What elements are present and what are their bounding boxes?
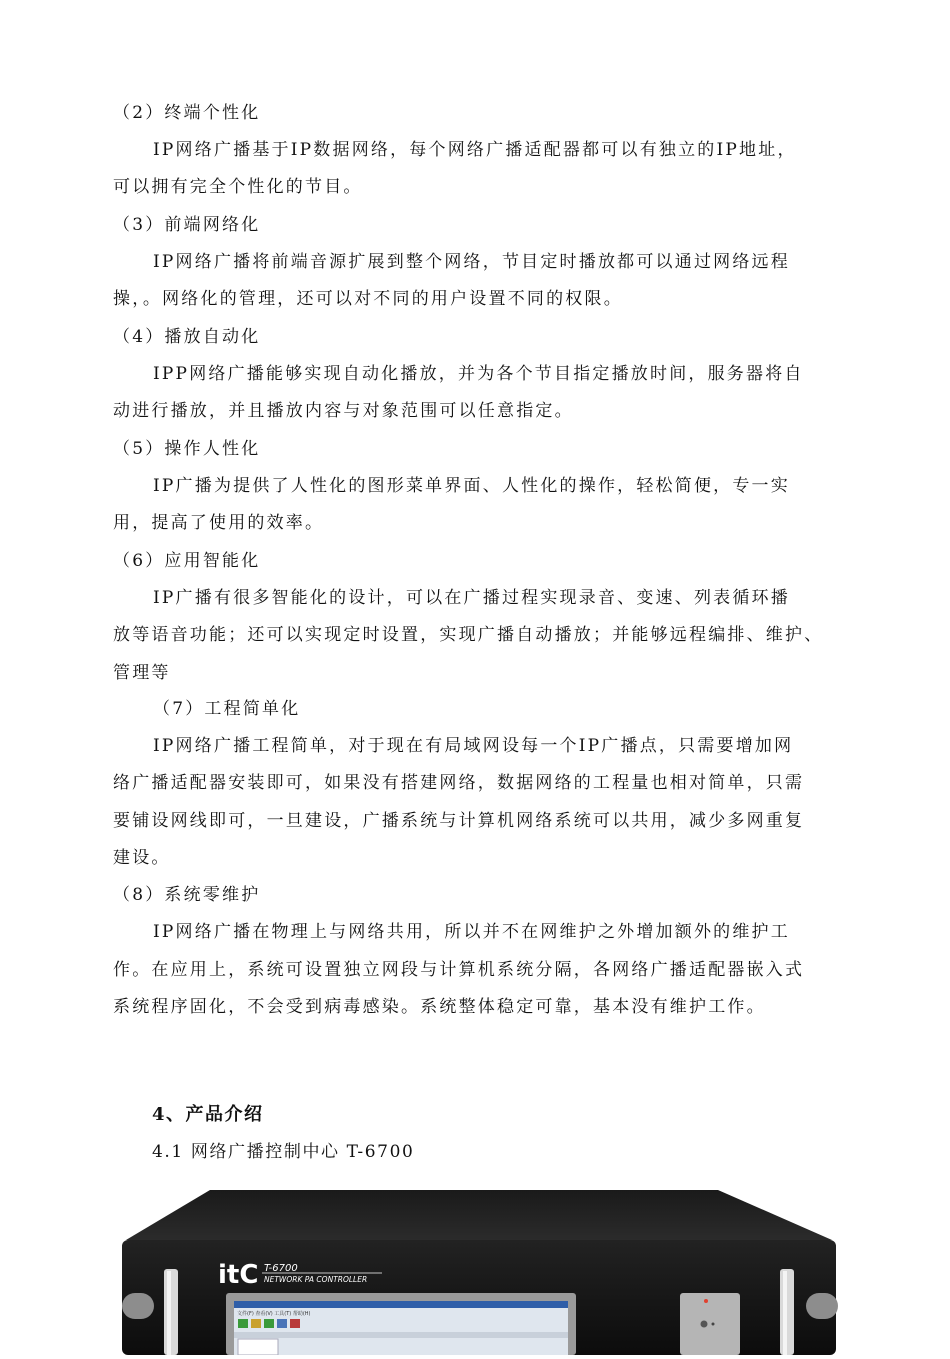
product-photo-t6700: [120, 1185, 840, 1355]
paragraph-line: IP网络广播将前端音源扩展到整个网络，节目定时播放都可以通过网络远程: [153, 252, 790, 272]
paragraph-line: IP广播为提供了人性化的图形菜单界面、人性化的操作，轻松简便，专一实: [153, 476, 790, 496]
paragraph-line: 作。在应用上，系统可设置独立网段与计算机系统分隔，各网络广播适配器嵌入式: [113, 960, 805, 980]
heading-simple-engineering: （7）工程简单化: [153, 699, 301, 719]
heading-intelligent-application: （6）应用智能化: [113, 551, 261, 571]
brand-logo: itC: [218, 1260, 259, 1290]
paragraph-line: 用，提高了使用的效率。: [113, 513, 325, 533]
paragraph-line: 管理等: [113, 663, 171, 683]
paragraph-line: IP网络广播基于IP数据网络，每个网络广播适配器都可以有独立的IP地址，: [153, 140, 797, 160]
heading-zero-maintenance: （8）系统零维护: [113, 885, 261, 905]
paragraph-line: 建设。: [113, 848, 171, 868]
heading-playback-automation: （4）播放自动化: [113, 327, 261, 347]
heading-frontend-networking: （3）前端网络化: [113, 215, 261, 235]
paragraph-line: IP广播有很多智能化的设计，可以在广播过程实现录音、变速、列表循环播: [153, 588, 790, 608]
paragraph-line: 动进行播放，并且播放内容与对象范围可以任意指定。: [113, 401, 574, 421]
power-led: [704, 1299, 708, 1303]
paragraph-line: 络广播适配器安装即可，如果没有搭建网络，数据网络的工程量也相对简单，只需: [113, 773, 805, 793]
subsection-heading: 4.1 网络广播控制中心 T-6700: [152, 1142, 415, 1162]
model-label: T-6700: [264, 1263, 298, 1274]
rack-ear-left: [122, 1293, 154, 1319]
paragraph-line: 系统程序固化，不会受到病毒感染。系统整体稳定可靠，基本没有维护工作。: [113, 997, 766, 1017]
paragraph-line: 放等语音功能；还可以实现定时设置，实现广播自动播放；并能够远程编排、维护、: [113, 625, 824, 645]
network-pa-controller-image: [120, 1185, 840, 1355]
paragraph-line: 操，。网络化的管理，还可以对不同的用户设置不同的权限。: [113, 289, 623, 309]
paragraph-line: 要铺设网线即可，一旦建设，广播系统与计算机网络系统可以共用，减少多网重复: [113, 811, 805, 831]
rack-ear-right: [806, 1293, 838, 1319]
screen-menu-text: 文件(F) 查看(V) 工具(T) 帮助(H): [237, 1311, 311, 1317]
paragraph-line: IP网络广播在物理上与网络共用，所以并不在网维护之外增加额外的维护工: [153, 922, 790, 942]
paragraph-line: 可以拥有完全个性化的节目。: [113, 177, 363, 197]
power-button: [701, 1321, 708, 1328]
paragraph-line: IP网络广播工程简单，对于现在有局域网设每一个IP广播点，只需要增加网: [153, 736, 794, 756]
device-top-surface: [126, 1190, 832, 1240]
power-module: [680, 1293, 740, 1355]
model-subtitle: NETWORK PA CONTROLLER: [264, 1275, 368, 1284]
heading-terminal-personalization: （2）终端个性化: [113, 103, 261, 123]
paragraph-line: IPP网络广播能够实现自动化播放，并为各个节目指定播放时间，服务器将自: [153, 364, 804, 384]
section-heading: 4、产品介绍: [152, 1104, 264, 1125]
heading-humanized-operation: （5）操作人性化: [113, 439, 261, 459]
